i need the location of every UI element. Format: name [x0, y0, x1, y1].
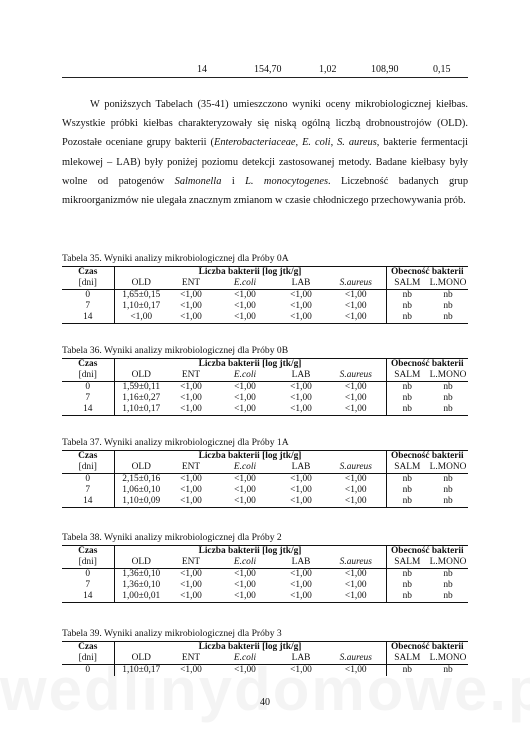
cell: <1,00: [214, 591, 276, 603]
cell: <1,00: [290, 580, 312, 590]
cell: nb: [402, 474, 412, 484]
cell: nb: [443, 665, 453, 675]
cell: <1,00: [234, 485, 256, 495]
cell: 2,15±0,16: [122, 474, 161, 484]
header-dni: [dni]: [62, 278, 114, 290]
cell: 1,06±0,10: [122, 485, 161, 495]
cell: <1,00: [180, 485, 202, 495]
col-header: L.MONO: [429, 370, 467, 380]
cell: nb: [443, 485, 453, 495]
cell: 0: [62, 474, 114, 486]
col-header: ENT: [168, 557, 214, 569]
cell: <1,00: [180, 382, 202, 392]
cell: <1,00: [326, 301, 386, 312]
para-italic: Salmonella: [174, 175, 222, 187]
cell: nb: [443, 580, 453, 590]
para-text: , bakterie fermentacji mlekowej – LAB) były poniżej poziomu detekcji zastosowanej metody. Badane kiełbasy były wolne od patogenów: [62, 137, 469, 187]
col-header: ENT: [168, 653, 214, 665]
cell: nb: [443, 290, 453, 300]
header-liczba-bakterii: Liczba bakterii [log jtk/g]: [114, 267, 386, 279]
cell: <1,00: [290, 393, 312, 403]
results-table: [62, 545, 468, 603]
col-header: OLD: [114, 653, 168, 665]
para-italic: S. aureus: [337, 137, 377, 149]
cell: <1,00: [180, 665, 202, 675]
results-table: [62, 450, 468, 508]
table-row: [62, 485, 468, 496]
header-liczba-bakterii: Liczba bakterii [log jtk/g]: [114, 546, 386, 558]
cell: nb: [402, 665, 412, 675]
cell: <1,00: [168, 591, 214, 603]
cell: <1,00: [180, 474, 202, 484]
cell: <1,00: [326, 569, 386, 581]
col-header: LAB: [276, 557, 326, 569]
cell: nb: [428, 496, 468, 508]
cell: <1,00: [276, 404, 326, 416]
cell: 0: [62, 665, 114, 677]
col-header: LAB: [276, 462, 326, 474]
cell: 7: [62, 301, 114, 312]
para-italic: L. monocytogenes: [245, 175, 328, 187]
cell: nb: [386, 404, 428, 416]
cell: <1,00: [326, 404, 386, 416]
cell: <1,00: [290, 474, 312, 484]
col-header: SALM: [386, 278, 428, 290]
para-text: W poniższych Tabelach (35-41) umieszczono wyniki oceny mikrobiologicznej kiełbas. Wszystkie próbki kiełbas charakteryzowały się niską ogólną liczbą drobnoustrojów (OLD). Pozostałe oceniane grupy bakterii (: [62, 99, 468, 149]
para-italic: E. coli: [302, 137, 331, 149]
cell: nb: [443, 382, 453, 392]
fragment-cell: 108,90: [371, 64, 399, 75]
table-caption: Tabela 38. Wyniki analizy mikrobiologicznej dla Próby 2: [62, 532, 282, 543]
cell: <1,00: [276, 312, 326, 324]
table-block: [62, 530, 468, 603]
col-header: LAB: [276, 278, 326, 290]
table-row: [62, 591, 468, 603]
col-header: E.coli: [214, 370, 276, 382]
cell: 1,36±0,10: [122, 580, 161, 590]
col-header: SALM: [386, 462, 428, 474]
para-italic: Enterobacteriaceae: [213, 137, 296, 149]
cell: <1,00: [114, 312, 168, 324]
table-row: [62, 580, 468, 591]
cell: <1,00: [290, 569, 312, 579]
table-block: [62, 343, 468, 416]
table-row: [62, 665, 468, 677]
col-header: S.aureus: [326, 653, 386, 665]
table-row: [62, 569, 468, 581]
col-header: S.aureus: [326, 557, 386, 569]
cell: <1,00: [168, 312, 214, 324]
body-paragraph: [62, 95, 468, 210]
cell: nb: [402, 393, 412, 403]
table-row: [62, 496, 468, 508]
cell: <1,00: [290, 485, 312, 495]
col-header: E.coli: [214, 462, 276, 474]
header-czas: Czas: [62, 451, 114, 463]
cell: 1,65±0,15: [122, 290, 161, 300]
table-block: [62, 251, 468, 324]
header-czas: Czas: [62, 359, 114, 371]
cell: 1,10±0,09: [114, 496, 168, 508]
cell: <1,00: [234, 569, 256, 579]
fragment-cell: 14: [197, 64, 207, 75]
header-czas: Czas: [62, 546, 114, 558]
table-row: [62, 393, 468, 404]
cell: nb: [386, 312, 428, 324]
col-header: E.coli: [214, 557, 276, 569]
results-table: [62, 266, 468, 324]
cell: <1,00: [180, 290, 202, 300]
cell: 0: [62, 382, 114, 394]
cell: <1,00: [234, 580, 256, 590]
cell: <1,00: [234, 301, 256, 311]
cell: nb: [443, 301, 453, 311]
cell: <1,00: [168, 496, 214, 508]
header-czas: Czas: [62, 642, 114, 654]
col-header: SALM: [386, 370, 428, 382]
cell: 1,00±0,01: [114, 591, 168, 603]
col-header: OLD: [114, 462, 168, 474]
cell: <1,00: [214, 312, 276, 324]
table-row: [62, 301, 468, 312]
cell: 1,59±0,11: [122, 382, 161, 392]
cell: <1,00: [326, 665, 386, 677]
cell: <1,00: [234, 382, 256, 392]
cell: 7: [62, 485, 114, 496]
cell: <1,00: [276, 496, 326, 508]
cell: nb: [443, 393, 453, 403]
col-header: L.MONO: [429, 462, 467, 472]
table-caption: Tabela 35. Wyniki analizy mikrobiologicznej dla Próby 0A: [62, 253, 289, 264]
cell: nb: [386, 591, 428, 603]
cell: <1,00: [326, 591, 386, 603]
cell: 1,10±0,17: [122, 665, 161, 675]
cell: 7: [62, 393, 114, 404]
table-row: [62, 290, 468, 302]
cell: 14: [62, 312, 114, 324]
col-header: OLD: [114, 557, 168, 569]
cell: <1,00: [234, 393, 256, 403]
table-block: [62, 435, 468, 508]
cell: <1,00: [214, 496, 276, 508]
cell: <1,00: [214, 404, 276, 416]
cell: 0: [62, 569, 114, 581]
col-header: E.coli: [214, 653, 276, 665]
cell: <1,00: [326, 382, 386, 394]
fragment-cell: 0,15: [433, 64, 451, 75]
cell: nb: [402, 290, 412, 300]
cell: 14: [62, 496, 114, 508]
table-row: [62, 404, 468, 416]
cell: <1,00: [180, 569, 202, 579]
table-row: [62, 474, 468, 486]
cell: 1,36±0,10: [122, 569, 161, 579]
cell: <1,00: [290, 301, 312, 311]
cell: <1,00: [326, 393, 386, 404]
cell: nb: [402, 569, 412, 579]
cell: <1,00: [180, 580, 202, 590]
para-text: . Liczebność badanych grup mikroorganizmów nie ulegała znacznym zmianom w czasie chłodniczego przechowywania prób.: [62, 175, 469, 207]
col-header: ENT: [168, 462, 214, 474]
page-number: 40: [260, 697, 270, 708]
col-header: ENT: [168, 370, 214, 382]
table-block: [62, 626, 468, 676]
col-header: OLD: [114, 278, 168, 290]
cell: <1,00: [290, 665, 312, 675]
cell: <1,00: [326, 290, 386, 302]
header-czas: Czas: [62, 267, 114, 279]
cell: <1,00: [168, 404, 214, 416]
cell: <1,00: [290, 290, 312, 300]
fragment-cell: 1,02: [319, 64, 337, 75]
header-obecnosc-bakterii: Obecność bakterii: [386, 451, 468, 463]
cell: nb: [428, 591, 468, 603]
header-obecnosc-bakterii: Obecność bakterii: [386, 642, 468, 654]
cell: nb: [443, 569, 453, 579]
cell: nb: [402, 382, 412, 392]
para-text: ,: [295, 137, 303, 149]
cell: <1,00: [326, 312, 386, 324]
results-table: [62, 358, 468, 416]
col-header: SALM: [386, 557, 428, 569]
header-dni: [dni]: [62, 462, 114, 474]
col-header: S.aureus: [326, 278, 386, 290]
cell: nb: [443, 474, 453, 484]
table-row: [62, 312, 468, 324]
cell: <1,00: [180, 301, 202, 311]
header-obecnosc-bakterii: Obecność bakterii: [386, 267, 468, 279]
cell: <1,00: [326, 580, 386, 591]
cell: 14: [62, 404, 114, 416]
fragment-cell: 154,70: [254, 64, 282, 75]
cell: 1,10±0,17: [122, 301, 161, 311]
col-header: L.MONO: [429, 278, 467, 288]
header-dni: [dni]: [62, 557, 114, 569]
cell: <1,00: [326, 474, 386, 486]
cell: <1,00: [234, 474, 256, 484]
header-dni: [dni]: [62, 653, 114, 665]
table-caption: Tabela 37. Wyniki analizy mikrobiologicznej dla Próby 1A: [62, 437, 289, 448]
col-header: S.aureus: [326, 462, 386, 474]
table-row: [62, 382, 468, 394]
cell: <1,00: [290, 382, 312, 392]
cell: 0: [62, 290, 114, 302]
cell: nb: [402, 485, 412, 495]
cell: <1,00: [276, 591, 326, 603]
cell: nb: [402, 580, 412, 590]
col-header: SALM: [386, 653, 428, 665]
cell: nb: [428, 404, 468, 416]
col-header: LAB: [276, 370, 326, 382]
para-text: i: [221, 175, 246, 187]
header-liczba-bakterii: Liczba bakterii [log jtk/g]: [114, 642, 386, 654]
header-liczba-bakterii: Liczba bakterii [log jtk/g]: [114, 451, 386, 463]
col-header: L.MONO: [429, 557, 467, 567]
cell: <1,00: [180, 393, 202, 403]
cell: <1,00: [234, 665, 256, 675]
cell: <1,00: [326, 485, 386, 496]
cell: <1,00: [326, 496, 386, 508]
col-header: L.MONO: [429, 653, 467, 663]
cell: 1,16±0,27: [122, 393, 161, 403]
header-obecnosc-bakterii: Obecność bakterii: [386, 546, 468, 558]
cell: nb: [386, 496, 428, 508]
header-liczba-bakterii: Liczba bakterii [log jtk/g]: [114, 359, 386, 371]
col-header: LAB: [276, 653, 326, 665]
para-text: ,: [330, 137, 338, 149]
table-bottom-rule: [62, 77, 468, 78]
table-caption: Tabela 36. Wyniki analizy mikrobiologicznej dla Próby 0B: [62, 345, 289, 356]
col-header: ENT: [168, 278, 214, 290]
cell: 7: [62, 580, 114, 591]
cell: nb: [428, 312, 468, 324]
cell: 14: [62, 591, 114, 603]
results-table: [62, 641, 468, 676]
cell: nb: [402, 301, 412, 311]
col-header: S.aureus: [326, 370, 386, 382]
col-header: E.coli: [214, 278, 276, 290]
col-header: OLD: [114, 370, 168, 382]
header-obecnosc-bakterii: Obecność bakterii: [386, 359, 468, 371]
cell: 1,10±0,17: [114, 404, 168, 416]
cell: <1,00: [234, 290, 256, 300]
header-dni: [dni]: [62, 370, 114, 382]
table-caption: Tabela 39. Wyniki analizy mikrobiologicznej dla Próby 3: [62, 628, 282, 639]
previous-table-fragment-row: [62, 64, 468, 76]
